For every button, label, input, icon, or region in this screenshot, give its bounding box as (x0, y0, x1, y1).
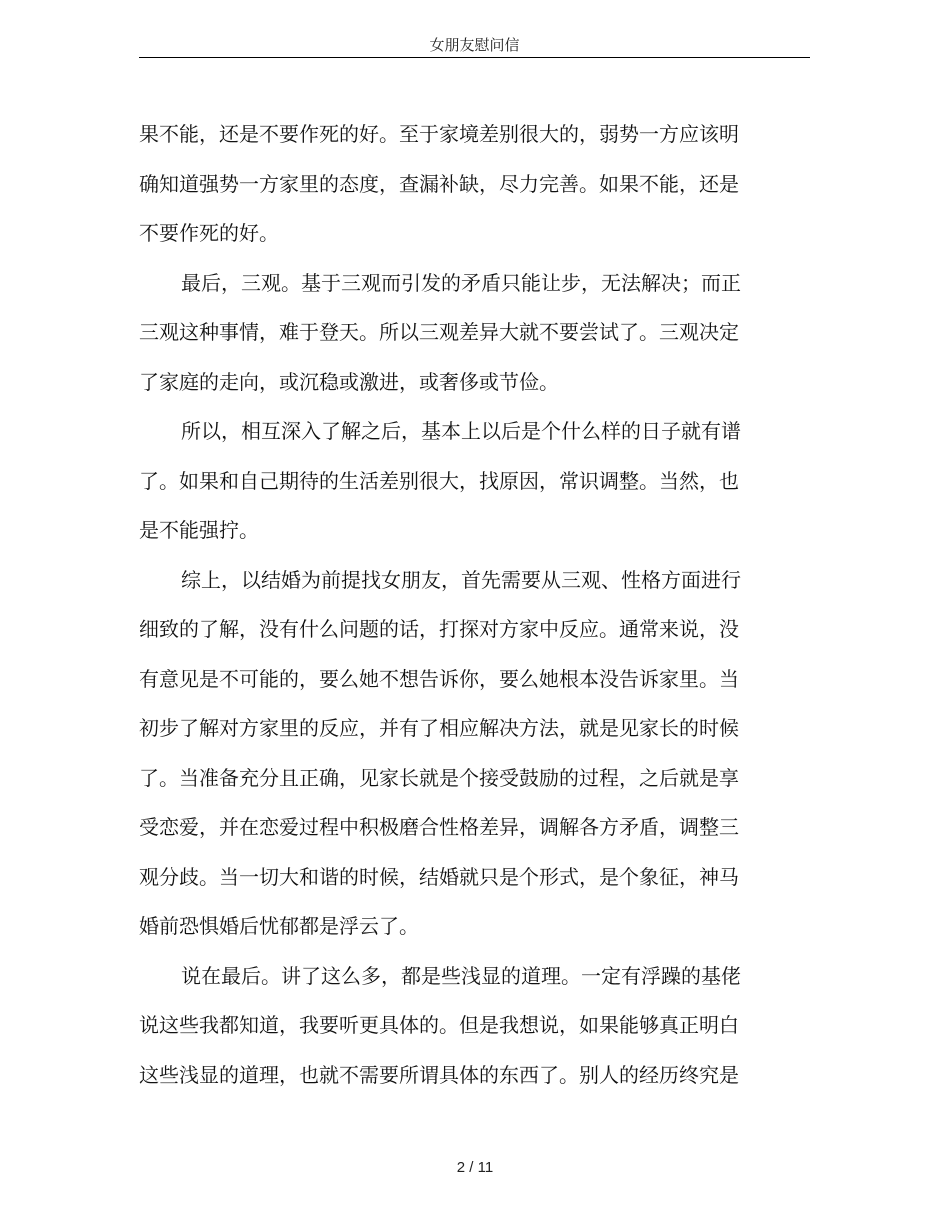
text-line: 综上，以结婚为前提找女朋友，首先需要从三观、性格方面进行 (181, 567, 741, 592)
text-line: 了。当准备充分且正确，见家长就是个接受鼓励的过程，之后就是享 (139, 765, 739, 790)
text-line: 有意见是不可能的，要么她不想告诉你，要么她根本没告诉家里。当 (139, 666, 739, 691)
text-line: 所以，相互深入了解之后，基本上以后是个什么样的日子就有谱 (181, 419, 741, 443)
document-body (139, 110, 751, 1100)
paragraph-4 (139, 556, 751, 952)
text-line: 婚前恐惧婚后忧郁都是浮云了。 (139, 914, 419, 938)
text-line: 了。如果和自己期待的生活差别很大，找原因，常识调整。当然，也 (139, 468, 739, 493)
text-line: 是不能强拧。 (139, 518, 259, 542)
text-line: 三观这种事情，难于登天。所以三观差异大就不要尝试了。三观决定 (139, 320, 739, 344)
paragraph-5 (139, 952, 751, 1101)
text-line: 细致的了解，没有什么问题的话，打探对方家中反应。通常来说，没 (139, 617, 739, 641)
page-header (139, 0, 810, 58)
text-line: 了家庭的走向，或沉稳或激进，或奢侈或节俭。 (139, 369, 559, 394)
text-line: 受恋爱，并在恋爱过程中积极磨合性格差异，调解各方矛盾，调整三 (139, 815, 739, 839)
page-number: 2 / 11 (456, 1159, 494, 1176)
text-line: 说在最后。讲了这么多，都是些浅显的道理。一定有浮躁的基佬 (181, 963, 741, 988)
text-line: 初步了解对方家里的反应，并有了相应解决方法，就是见家长的时候 (139, 716, 739, 740)
text-line: 观分歧。当一切大和谐的时候，结婚就只是个形式，是个象征，神马 (139, 864, 739, 889)
paragraph-3 (139, 407, 751, 556)
document-title: 女朋友慰问信 (429, 36, 520, 54)
text-line: 果不能，还是不要作死的好。至于家境差别很大的，弱势一方应该明 (139, 122, 739, 146)
text-line: 最后，三观。基于三观而引发的矛盾只能让步，无法解决；而正 (181, 270, 741, 295)
paragraph-1 (139, 110, 751, 259)
text-line: 这些浅显的道理，也就不需要所谓具体的东西了。别人的经历终究是 (139, 1062, 739, 1087)
text-line: 说这些我都知道，我要听更具体的。但是我想说，如果能够真正明白 (139, 1013, 739, 1037)
text-line: 确知道强势一方家里的态度，查漏补缺，尽力完善。如果不能，还是 (139, 171, 739, 196)
text-line: 不要作死的好。 (139, 221, 279, 245)
paragraph-2 (139, 259, 751, 408)
